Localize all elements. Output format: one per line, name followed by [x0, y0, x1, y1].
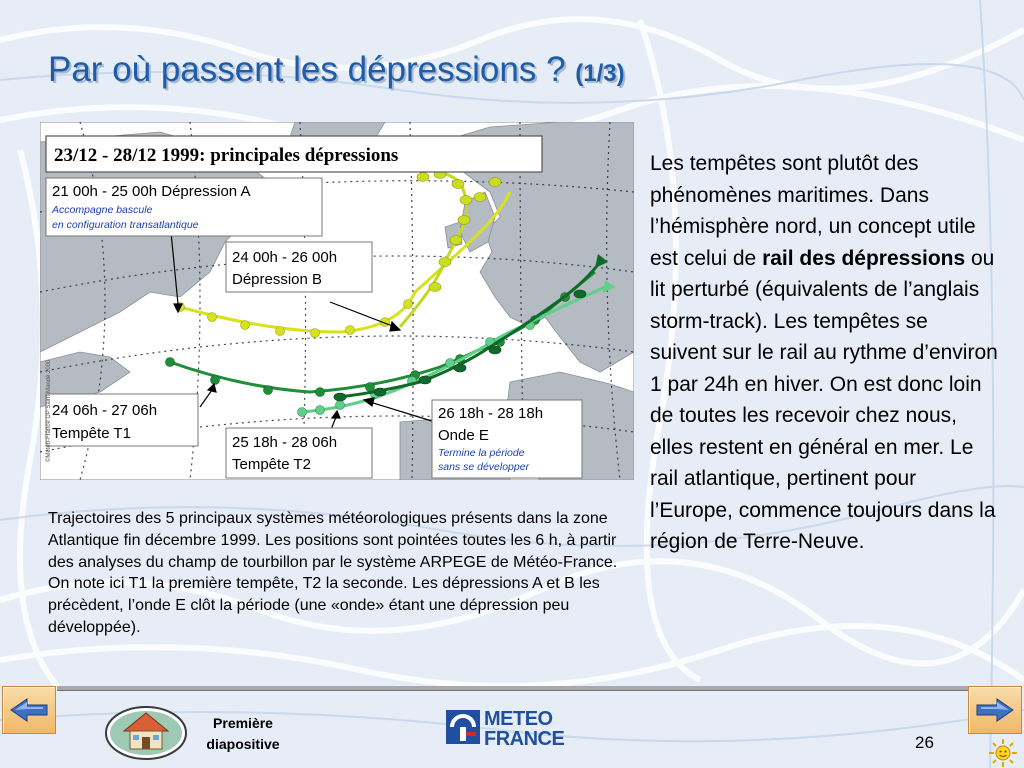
box-onde-e-note1: Termine la période [438, 447, 525, 459]
box-t1-line2: Tempête T1 [52, 425, 131, 442]
logo-word-meteo: METEO [484, 708, 553, 730]
page-number: 26 [915, 733, 934, 752]
box-dep-a-note1: Accompagne bascule [52, 204, 153, 216]
sun-icon [988, 738, 1018, 768]
box-onde-e-line1: 26 18h - 28 18h [438, 405, 544, 422]
map-caption: Trajectoires des 5 principaux systèmes météorologiques présents dans la zone Atlantique fin décembre 1999. Les positions sont pointées toutes les 6 h, à partir des analyses du champ de tourbillon par le système ARPEGE de Météo-France. On note ici T1 la première tempête, T2 la seconde. Les dépressions A et B les précèdent, l’onde E clôt la période (une «onde» étant une dépression peu développée). [48, 510, 618, 636]
slide-title [48, 50, 625, 90]
box-onde-e-line2: Onde E [438, 427, 489, 444]
house-icon [104, 701, 188, 761]
arrow-right-icon [969, 687, 1021, 733]
map-credit: ©Météo-France DP Saint-Mandé 2000 [46, 359, 52, 462]
box-dep-a-note2: en configuration transatlantique [52, 219, 199, 231]
meteo-france-logo [446, 708, 576, 748]
logo-word-france: FRANCE [484, 728, 565, 750]
first-slide-label-line1: Première [213, 715, 273, 731]
box-dep-b-line1: 24 00h - 26 00h [232, 249, 338, 266]
map-title: 23/12 - 28/12 1999: principales dépressions [54, 145, 399, 166]
first-slide-home-button[interactable] [104, 701, 188, 761]
box-t2-line2: Tempête T2 [232, 456, 311, 473]
meteo-france-logo-mark [446, 710, 480, 744]
box-dep-a-line1: 21 00h - 25 00h Dépression A [52, 183, 251, 200]
footer-divider [57, 686, 970, 691]
box-onde-e-note2: sans se développer [438, 461, 530, 473]
next-slide-button[interactable] [968, 686, 1022, 734]
title-part: (1/3) [575, 60, 625, 87]
box-t1-line1: 24 06h - 27 06h [52, 402, 158, 419]
previous-slide-button[interactable] [2, 686, 56, 734]
body-part-2: ou lit perturbé (équivalents de l’anglais storm-track). Les tempêtes se suivent sur le rail au rythme d’environ 1 par 24h en hiver. On est donc loin de toutes les recevoir chez nous, elles restent en général en mer. Le rail atlantique, pertinent pour l’Europe, commence toujours dans la région de Terre-Neuve. [650, 246, 998, 553]
box-t2-line1: 25 18h - 28 06h [232, 434, 338, 451]
first-slide-label[interactable] [188, 713, 298, 755]
storm-tracks-map [40, 122, 634, 480]
first-slide-label-line2: diapositive [206, 736, 280, 752]
box-dep-b-line2: Dépression B [232, 271, 323, 288]
arrow-left-icon [3, 687, 55, 733]
body-part-1: Les tempêtes sont plutôt des phénomènes maritimes. Dans l’hémisphère nord, un concept utile est celui de [650, 152, 976, 270]
body-paragraph [650, 148, 1000, 558]
body-emphasis: rail des dépressions [762, 246, 966, 270]
title-main: Par où passent les dépressions ? [48, 50, 566, 89]
